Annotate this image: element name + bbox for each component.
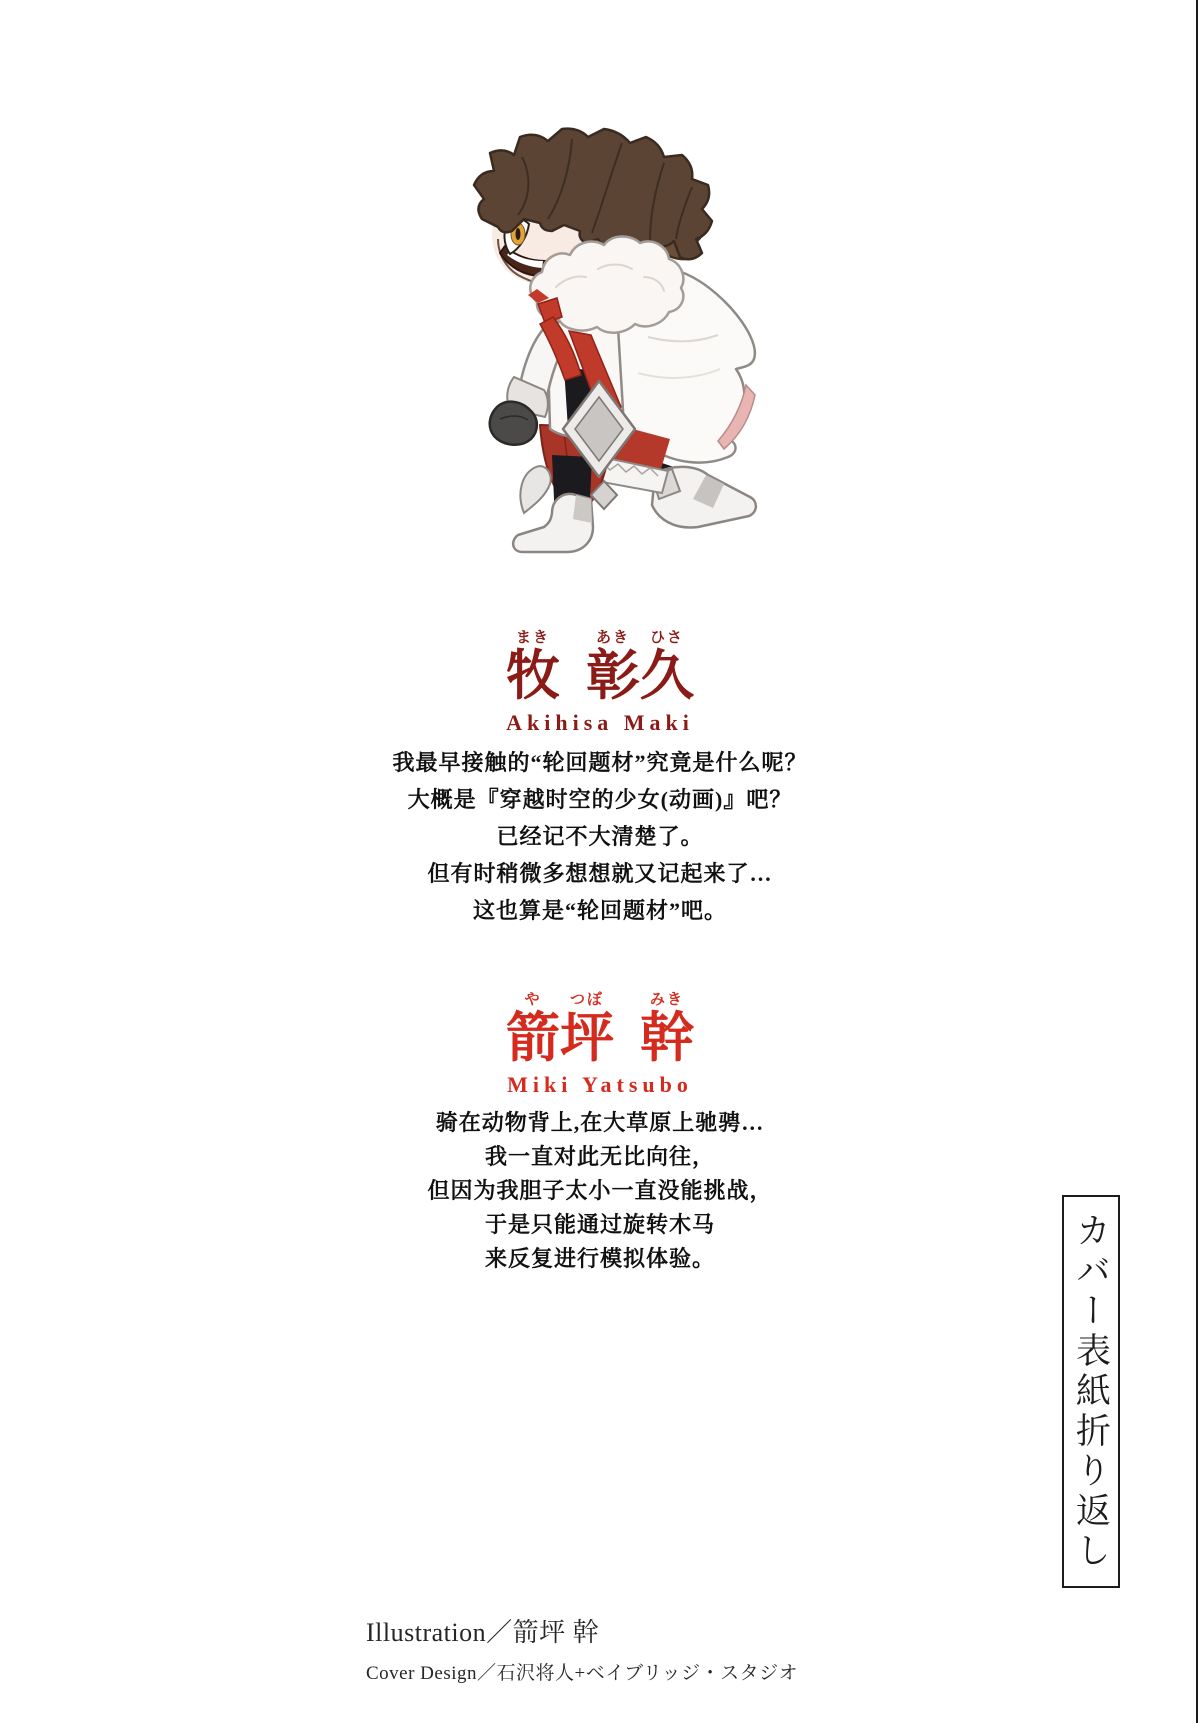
author-1-romaji: Akihisa Maki [506,710,694,735]
name-unit [586,629,640,706]
comment-line: 大概是『穿越时空的少女(动画)』吧？ [407,787,793,812]
name-unit [560,991,614,1068]
author-1-name [0,629,1200,706]
furigana: ひさ [649,629,684,646]
comment-line: 已经记不大清楚了。 [496,824,704,849]
furigana: あき [595,629,630,646]
illustration-credit: Illustration／箭坪 幹 [366,1618,600,1647]
kanji: 幹 [640,1008,694,1068]
comment-line: 这也算是“轮回题材”吧。 [472,898,727,923]
author-2-comment [0,1106,1200,1276]
name-unit [506,629,560,706]
fist-glove [490,402,537,445]
kanji: 箭 [506,1008,560,1068]
author-2-name-block [0,992,1200,1098]
name-unit [640,629,694,706]
comment-line: 但有时稍微多想想就又记起来了… [427,861,773,886]
name-unit [640,991,694,1068]
author-2-name [0,991,1200,1068]
name-unit [506,991,560,1068]
furigana: や [524,991,542,1008]
kanji: 彰 [586,646,640,706]
cover-flap-tab-label: カバー表紙折り返し [1071,1211,1111,1572]
comment-line: 于是只能通过旋转木马 [484,1212,715,1237]
kanji: 牧 [506,646,560,706]
author-1-name-block [0,630,1200,736]
furigana: まき [515,629,550,646]
cover-design-credit: Cover Design／石沢将人+ベイブリッジ・スタジオ [366,1663,799,1684]
author-2-romaji: Miki Yatsubo [507,1072,693,1097]
cover-flap-tab [1062,1195,1120,1588]
character-illustration [452,126,762,558]
comment-line: 但因为我胆子太小一直没能挑战， [427,1178,773,1203]
comment-line: 我一直对此无比向往， [484,1144,715,1169]
credits [366,1612,798,1685]
comment-line: 来反复进行模拟体验。 [484,1246,715,1271]
kanji: 久 [640,646,694,706]
comment-line: 我最早接触的“轮回题材”究竟是什么呢？ [392,750,808,775]
furigana: つぼ [569,991,604,1008]
author-1-comment [0,744,1200,929]
comment-line: 骑在动物背上,在大草原上驰骋… [435,1110,765,1135]
kanji: 坪 [560,1008,614,1068]
page-edge-rule [1196,0,1198,1723]
furigana: みき [649,991,684,1008]
